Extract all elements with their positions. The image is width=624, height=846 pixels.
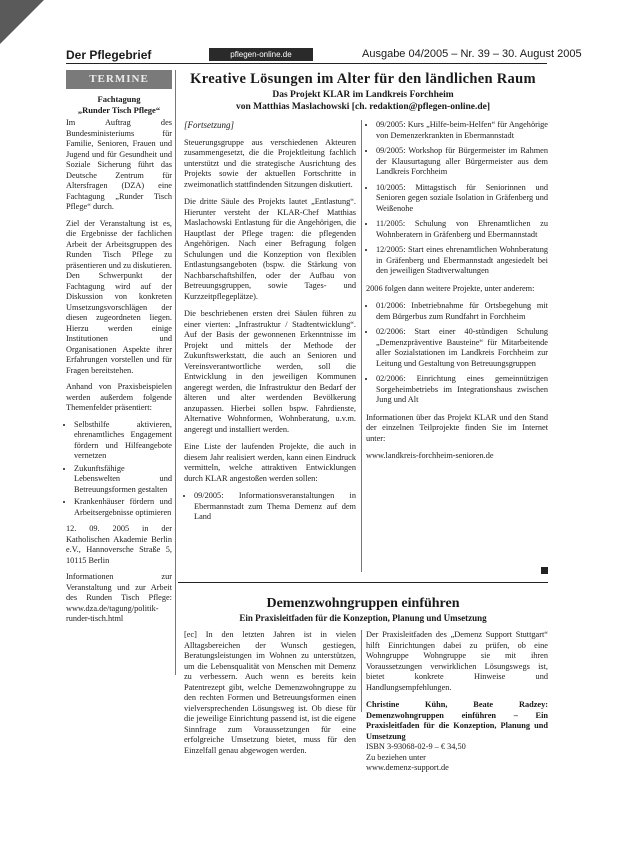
list-item: • Selbsthilfe aktivieren, ehrenamtliches Engagement fördern und Hilfeangebote vernetzen bbox=[74, 420, 172, 462]
section-rule bbox=[178, 582, 548, 583]
sidebar-paragraph: Anhand von Praxisbeispielen werden außerdem folgende Themenfelder präsentiert: bbox=[66, 382, 172, 412]
project-list bbox=[366, 120, 548, 277]
article-byline: von Matthias Maslachowski [ch. redaktion@pflegen-online.de] bbox=[235, 102, 491, 112]
article-subtitle: Das Projekt KLAR im Landkreis Forchheim bbox=[272, 90, 454, 100]
header-rule bbox=[66, 63, 547, 64]
article-paragraph: Der Praxisleitfaden des „Demenz Support Stuttgart“ hilft Einrichtungen dabei zu prüfen, ob eine Wohngruppe Wohngruppe sie mit ihren Voraussetzungen verwirklichen Lösungswegs ist, bietet konkrete Hinweise und Handlungsempfehlungen. bbox=[366, 630, 548, 692]
column-divider bbox=[175, 70, 176, 675]
list-item: • 09/2005: Informationsveranstaltungen in Ebermannstadt zum Thema Demenz auf dem Land bbox=[194, 491, 356, 523]
article2-column-2 bbox=[366, 630, 548, 772]
issue-info: Ausgabe 04/2005 – Nr. 39 – 30. August 2005 bbox=[362, 48, 582, 60]
article-paragraph: Die dritte Säule des Projekts lautet „Entlastung“. Hierunter versteht der KLAR-Chef Matthias Maslachowski Entlastung für die Angehörigen, die Hauptlast der Pflege tragen: die pflegenden Angehörigen. Nach einer Befragung folgen Schulungen und die Konzeption von flexiblen Entlastungsangeboten (bspw. die Stärkung von Nachbarschaftshilfen, oder der Aufbau von Betreuungsgruppen, sowie Tages- und Kurzzeitpflegeplätze). bbox=[184, 197, 356, 301]
sidebar-body bbox=[66, 118, 172, 673]
project-list bbox=[366, 301, 548, 406]
event-subtitle: „Runder Tisch Pflege“ bbox=[77, 105, 161, 115]
list-item: • 09/2005: Kurs „Hilfe-beim-Helfen“ für Angehörige von Demenzerkrankten in Ebermannstadt bbox=[376, 120, 548, 141]
continuation-label: [Fortsetzung] bbox=[184, 120, 235, 130]
list-item: • 02/2006: Start einer 40-stündigen Schulung „Demenzpräventive Bausteine“ für Mitarbeitende aller Sozialstationen im Landkreis Forchheim zur Leitung und Gestaltung von Betreuungsgruppen bbox=[376, 327, 548, 369]
event-location: 12. 09. 2005 in der Katholischen Akademie Berlin e.V., Hannoversche Straße 5, 10115 Berlin bbox=[66, 524, 172, 565]
project-link: www.landkreis-forchheim-senioren.de bbox=[366, 451, 494, 460]
sidebar-heading: TERMINE bbox=[66, 70, 172, 89]
sidebar-list bbox=[66, 420, 172, 519]
list-item: • 01/2006: Inbetriebnahme für Ortsbegehung mit dem Bürgerbus zum Rundfahrt in Forchheim bbox=[376, 301, 548, 322]
list-item: • 11/2005: Schulung von Ehrenamtlichen zu Wohnberatern in Gräfenberg und Ebermannstadt bbox=[376, 219, 548, 240]
publication-name: Der Pflegebrief bbox=[66, 48, 152, 62]
sidebar-paragraph: Im Auftrag des Bundesministeriums für Familie, Senioren, Frauen und Jugend und für Gesundheit und Soziale Sicherung führt das Deutsche Zentrum für Altersfragen (DZA) eine Fachtagung „Runder Tisch Pflege“ durch. bbox=[66, 118, 172, 211]
article2-subtitle: Ein Praxisleitfaden für die Konzeption, Planung und Umsetzung bbox=[239, 613, 487, 623]
column-divider bbox=[361, 630, 362, 712]
event-info-link: Informationen zur Veranstaltung und zur Arbeit des Runden Tisch Pflege: www.dza.de/tagung/politik-runder-tisch.html bbox=[66, 572, 172, 623]
site-logo: pflegen-online.de bbox=[209, 48, 313, 61]
list-item: • 02/2006: Einrichtung eines gemeinnützigen Sorgeheimbetriebs im Integrationshaus zwischen Jung und Alt bbox=[376, 374, 548, 406]
list-item: • 10/2005: Mittagstisch für Seniorinnen und Senioren gegen soziale Isolation in Gräfenberg und Weißenohe bbox=[376, 183, 548, 215]
article-paragraph: 2006 folgen dann weitere Projekte, unter anderem: bbox=[366, 283, 535, 293]
list-item: • Zukunftsfähige Lebenswelten und Betreuungsformen gestalten bbox=[74, 464, 172, 496]
book-reference: Christine Kühn, Beate Radzey: Demenzwohngruppen einführen – Ein Praxisleitfaden für die Konzeption, Planung und Umsetzung bbox=[366, 700, 548, 741]
article-paragraph: Informationen über das Projekt KLAR und den Stand der einzelnen Teilprojekte finden Sie im Internet unter: bbox=[366, 412, 548, 443]
article-column-2 bbox=[366, 120, 548, 572]
article-paragraph: Die beschriebenen ersten drei Säulen führen zu einer vierten: „Infrastruktur / Stadtentwicklung“. Auf der Basis der gewonnenen Erkenntnisse im Projekt und mittels der Methode der Zukunftswerkstatt, die auch an Senioren und Vereinsverantwortliche werden, soll die Entwicklung in den jeweiligen Kommunen angeregt werden, die Infrastruktur den Bedarf der älteren und alter werdenden Bevölkerung anzupassen. Hierbei sollen bspw. Fahrdienste, Alternative Wohnformen, Wohnberatung, u.v.m. angeregt und installiert werden. bbox=[184, 309, 356, 434]
project-list bbox=[184, 491, 356, 523]
article2-title: Demenzwohngruppen einführen bbox=[266, 596, 460, 611]
event-title: Fachtagung bbox=[97, 94, 141, 104]
end-mark bbox=[541, 567, 548, 574]
book-order-note: Zu beziehen unter bbox=[366, 752, 426, 762]
article-paragraph: Steuerungsgruppe aus verschiedenen Akteuren zusammengesetzt, die die Projektleitung fachlich unterstützt und die strategische Ausrichtung des Projekts sowie der aktuellen Fortschritte in zweimonatlich stattfindenden Sitzungen diskutiert. bbox=[184, 137, 356, 189]
page-corner-fold bbox=[0, 0, 44, 44]
sidebar-paragraph: Ziel der Veranstaltung ist es, die Ergebnisse der fachlichen Arbeit der Arbeitsgruppen des Runden Tisch Pflege zu präsentieren und zu diskutieren. Den Schwerpunkt der Fachtagung wird auf der Diskussion von konkreten Umsetzungsvorschlägen der diesen zugeordneten liegen. Hierzu werden einige Institutionen und Organisationen Aspekte ihrer Erfahrungen vorstellen und für Fragen bereitstehen. bbox=[66, 218, 172, 375]
article-paragraph: Eine Liste der laufenden Projekte, die auch in diesem Jahr realisiert werden, kann einen Eindruck vermitteln, welche attraktiven Entwicklungen durch KLAR angestoßen werden sollen: bbox=[184, 442, 356, 483]
article-column-1 bbox=[184, 120, 356, 572]
book-link: www.demenz-support.de bbox=[366, 763, 449, 772]
article-paragraph: [ec] In den letzten Jahren ist in vielen Alltagsbereichen der Wunsch gestiegen, Beratungsleistungen im Wohnen zu unterstützen, um die Lebensqualität von Menschen mit Demenz zu verbessern. Auch wenn es bereits kein Patentrezept gibt, welche Demenzwohngruppe zu den rechten Formen und Betreuungsformen einen vielversprechenden Lösungsweg ist. Ob diese für die jeweilige Einrichtung passend ist, ist die eigene Sinnfrage zum Voraussetzungen für eine erfolgreiche Umsetzung bietet, muss für den Einzelfall genau abgewogen werden. bbox=[184, 630, 356, 755]
column-divider bbox=[361, 120, 362, 572]
list-item: • Krankenhäuser fördern und Arbeitsergebnisse optimieren bbox=[74, 497, 172, 518]
article-title: Kreative Lösungen im Alter für den ländlichen Raum bbox=[190, 71, 536, 87]
list-item: • 12/2005: Start eines ehrenamtlichen Wohnberatung in Gräfenberg und Ebermannstadt angesiedelt bei den jeweiligen Stadtverwaltungen bbox=[376, 245, 548, 277]
list-item: • 09/2005: Workshop für Bürgermeister im Rahmen der Klausurtagung aller Bürgermeister aus dem Landkreis Forchheim bbox=[376, 146, 548, 178]
article2-column-1 bbox=[184, 630, 356, 755]
book-isbn: ISBN 3-93068-02-9 – € 34,50 bbox=[366, 742, 466, 751]
